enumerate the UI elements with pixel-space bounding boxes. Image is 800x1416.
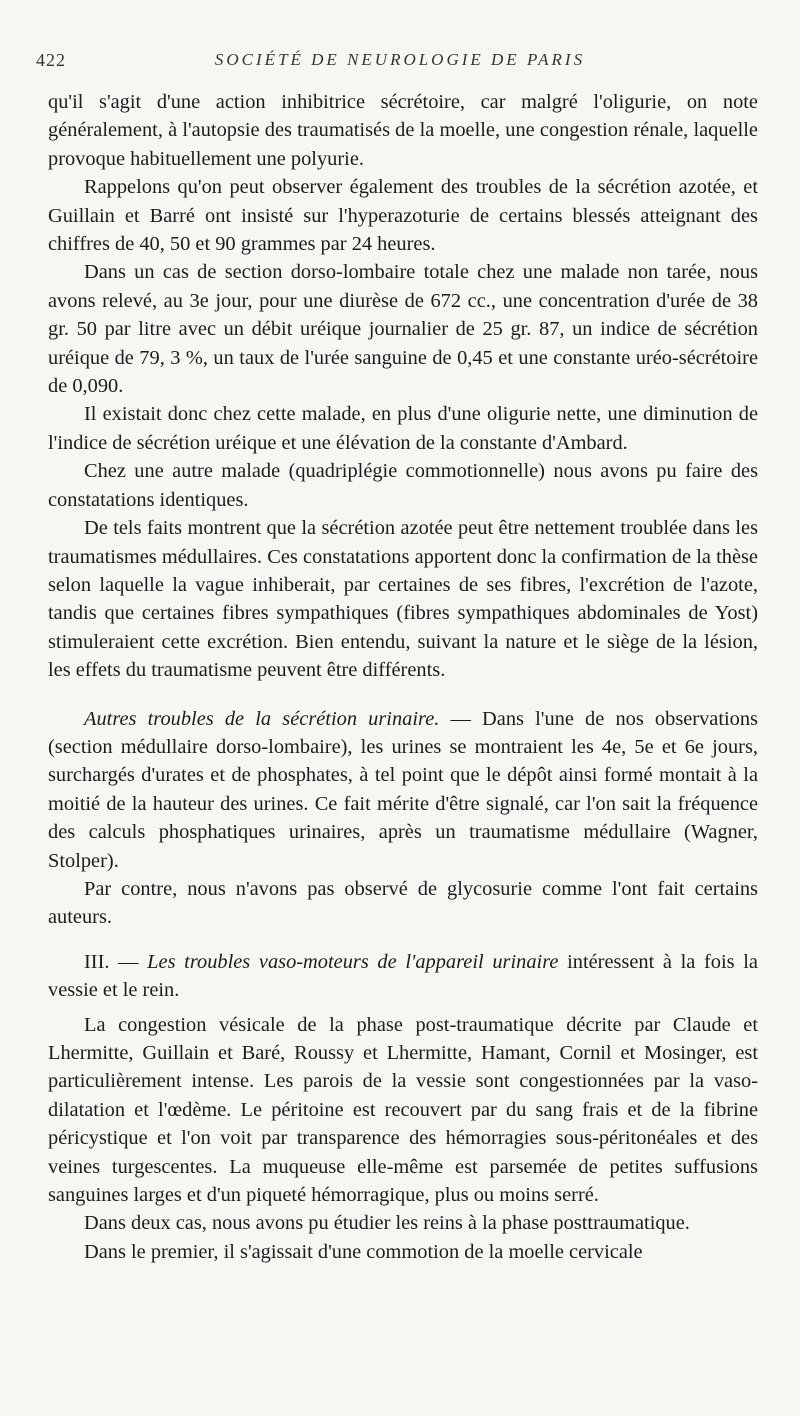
section-text-urinary: — Dans l'une de nos observations (section médullaire dorso-lombaire), les urines se montraient les 4e, 5e et 6e jours, surchargés d'urates et de phosphates, à tel point que le dépôt ainsi formé montait à la moitié de la hauteur des urines. Ce fait mérite d'être signalé, car l'on sait la fréquence des calculs phosphatiques urinaires, après un traumatisme médullaire (Wagner, Stolper). — [48, 707, 758, 872]
body-text — [48, 88, 758, 1266]
paragraph: De tels faits montrent que la sécrétion azotée peut être nettement troublée dans les traumatismes médullaires. Ces constatations apportent donc la confirmation de la thèse selon laquelle la vague inhiberait, par certaines de ses fibres, l'excrétion de l'azote, tandis que certaines fibres sympathiques (fibres sympathiques abdominales de Yost) stimuleraient cette excrétion. Bien entendu, suivant la nature et le siège de la lésion, les effets du traumatisme peuvent être différents. — [48, 517, 758, 682]
paragraph: Il existait donc chez cette malade, en plus d'une oligurie nette, une diminution de l'indice de sécrétion uréique et une élévation de la constante d'Ambard. — [48, 403, 758, 454]
section-number: III. — — [84, 950, 148, 973]
paragraph: Par contre, nous n'avons pas observé de glycosurie comme l'ont fait certains auteurs. — [48, 877, 758, 929]
section-heading-urinary: Autres troubles de la sécrétion urinaire. — [84, 707, 440, 730]
page-header — [36, 50, 764, 74]
paragraph-urinary-troubles — [48, 705, 758, 875]
paragraph: La congestion vésicale de la phase post-traumatique décrite par Claude et Lhermitte, Guillain et Baré, Roussy et Lhermitte, Hamant, Cornil et Mosinger, est particulièrement intense. Les parois de la vessie sont congestionnées par la vaso-dilatation et l'œdème. Le péritoine est recouvert par du sang frais et de la fibrine péricystique et l'on voit par transparence des hémorragies sous-péritonéales et des veines turgescentes. La muqueuse elle-même est parsemée de petites suffusions sanguines larges et d'un piqueté hémorragique, plus ou moins serré. — [48, 1013, 758, 1207]
section-text-vasomotor: intéressent à la fois la vessie et le rein. — [48, 950, 758, 1002]
paragraph-vasomotor — [48, 948, 758, 1005]
section-heading-vasomotor: Les troubles vaso-moteurs de l'appareil urinaire — [147, 950, 559, 973]
paragraph: Chez une autre malade (quadriplégie commotionnelle) nous avons pu faire des constatations identiques. — [48, 460, 758, 511]
running-title: SOCIÉTÉ DE NEUROLOGIE DE PARIS — [214, 50, 586, 69]
page-number: 422 — [36, 50, 66, 70]
paragraph: qu'il s'agit d'une action inhibitrice sécrétoire, car malgré l'oligurie, on note généralement, à l'autopsie des traumatisés de la moelle, une congestion rénale, laquelle provoque habituellement une polyurie. — [48, 91, 758, 170]
paragraph: Dans deux cas, nous avons pu étudier les reins à la phase posttraumatique. — [84, 1212, 690, 1235]
paragraph: Rappelons qu'on peut observer également des troubles de la sécrétion azotée, et Guillain et Barré ont insisté sur l'hyperazoturie de certains blessés atteignant des chiffres de 40, 50 et 90 grammes par 24 heures. — [48, 176, 758, 256]
paragraph: Dans le premier, il s'agissait d'une commotion de la moelle cervicale — [84, 1240, 643, 1263]
paragraph: Dans un cas de section dorso-lombaire totale chez une malade non tarée, nous avons relevé, au 3e jour, pour une diurèse de 672 cc., une concentration d'urée de 38 gr. 50 par litre avec un débit uréique journalier de 25 gr. 87, un indice de sécrétion uréique de 79, 3 %, un taux de l'urée sanguine de 0,45 et une constante uréo-sécrétoire de 0,090. — [48, 261, 758, 398]
